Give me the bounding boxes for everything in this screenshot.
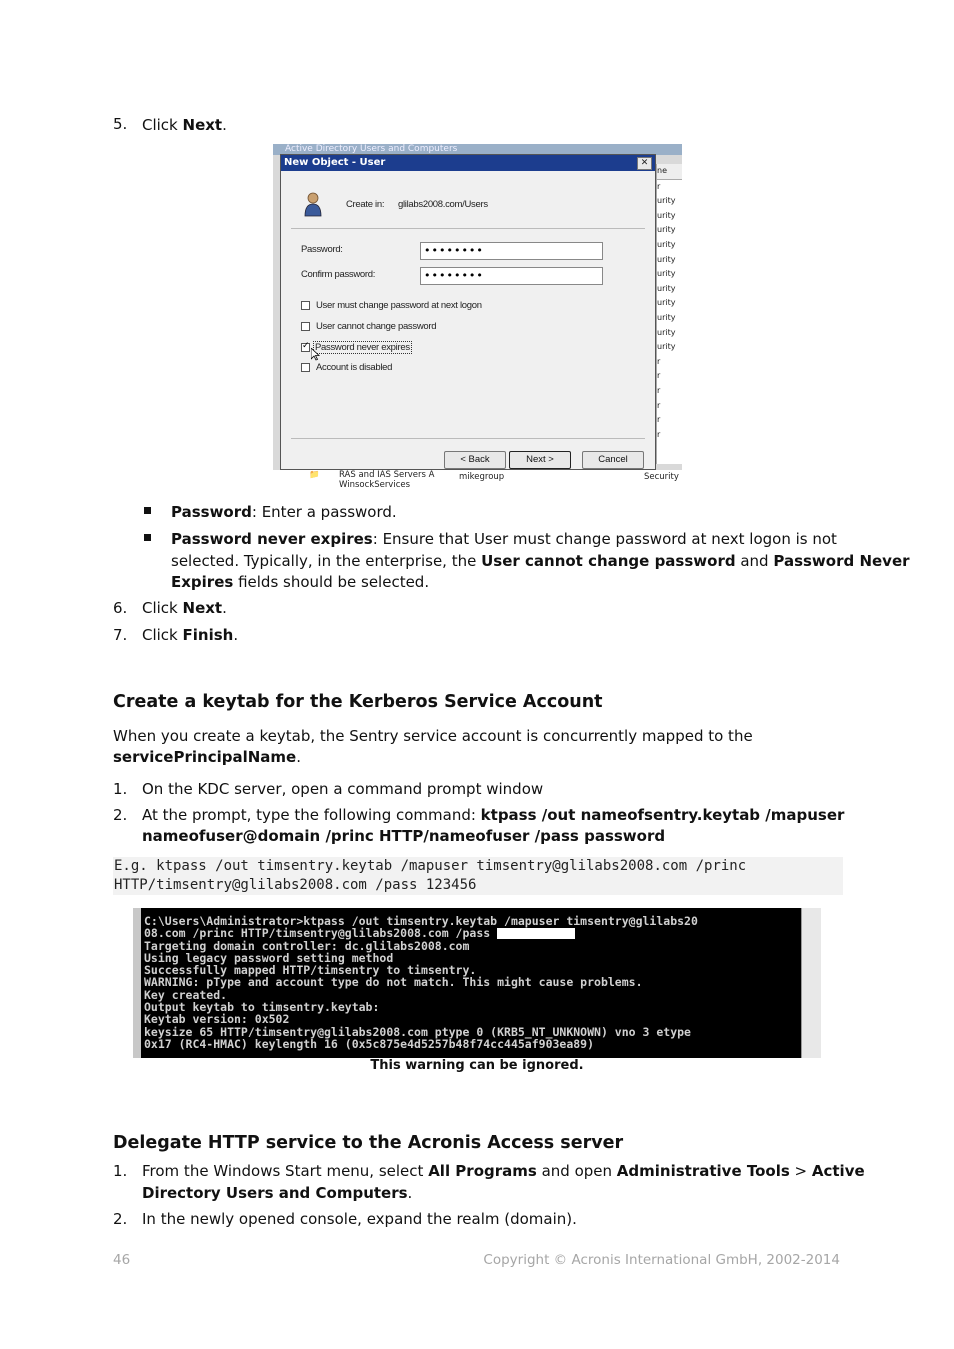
step-text: On the KDC server, open a command prompt window [142,780,544,798]
must-change-password-checkbox[interactable] [301,301,310,310]
step-6-text: Click Next. [142,599,227,617]
figure-caption: This warning can be ignored. [370,1058,584,1073]
step-number: 2. [113,1210,128,1228]
account-disabled-checkbox[interactable] [301,363,310,372]
bullet-password-never-expires: Password never expires: Ensure that User must change password at next logon is not [171,530,837,548]
new-object-user-dialog [280,154,656,470]
step-text: In the newly opened console, expand the realm (domain). [142,1210,577,1228]
section-heading: Create a keytab for the Kerberos Service Account [113,692,603,712]
step-text: At the prompt, type the following command: ktpass /out nameofsentry.keytab /mapuser [142,806,845,824]
command-prompt-screenshot [133,908,821,1058]
dialog-title-bar [281,155,655,171]
account-disabled-label: Account is disabled [316,362,393,373]
page-number: 46 [113,1252,131,1268]
paragraph: servicePrincipalName. [113,748,301,766]
step-number: 7. [113,626,128,644]
create-in-value: glilabs2008.com/Users [398,199,488,210]
redacted-password [497,928,575,939]
separator [291,228,645,229]
step-number: 2. [113,806,128,824]
mouse-cursor-icon [311,348,320,361]
step-number: 1. [113,780,128,798]
section-heading: Delegate HTTP service to the Acronis Access server [113,1133,624,1153]
back-button[interactable]: < Back [444,451,506,469]
confirm-password-field[interactable]: •••••••• [420,267,603,285]
copyright: Copyright © Acronis International GmbH, 2002-2014 [483,1252,840,1268]
create-in-label: Create in: [346,199,385,210]
bullet-line: selected. Typically, in the enterprise, the User cannot change password and Password Never [171,552,910,570]
folder-icon: 📁 [309,470,320,480]
bullet-marker [144,534,151,541]
step-text: Directory Users and Computers. [142,1184,413,1202]
step-text: nameofuser@domain /princ HTTP/nameofuser /pass password [142,827,666,845]
code-example: E.g. ktpass /out timsentry.keytab /mapuser timsentry@glilabs2008.com /princ HTTP/timsentry@glilabs2008.com /pass 123456 [113,857,843,895]
step-5-text: Click Next. [142,116,227,134]
step-number: 6. [113,599,128,617]
background-tree-strip: 📁 RAS and IAS Servers A WinsockServices mikegroup Security [273,470,682,488]
bullet-password: Password: Enter a password. [171,503,397,521]
scrollbar [801,908,821,1058]
step-number: 5. [113,115,128,133]
user-icon [303,191,323,217]
password-never-expires-checkbox[interactable] [301,343,310,352]
separator [291,438,645,439]
close-icon[interactable]: ✕ [637,157,652,170]
cannot-change-password-label: User cannot change password [316,321,437,332]
password-never-expires-label: Password never expires [315,342,410,353]
must-change-password-label: User must change password at next logon [316,300,482,311]
cannot-change-password-checkbox[interactable] [301,322,310,331]
step-text: From the Windows Start menu, select All Programs and open Administrative Tools > Active [142,1162,865,1180]
step-7-text: Click Finish. [142,626,239,644]
scrollbar [133,908,141,1058]
cancel-button[interactable]: Cancel [582,451,644,469]
next-button[interactable]: Next > [509,451,571,469]
bullet-marker [144,507,151,514]
background-list-column: ne r urity urity urity urity urity urity urity urity urity urity urity r r r r r r [656,164,682,464]
new-object-user-screenshot [273,144,682,488]
step-number: 1. [113,1162,128,1180]
paragraph: When you create a keytab, the Sentry service account is concurrently mapped to the [113,727,753,745]
confirm-password-label: Confirm password: [301,269,376,280]
background-window-title: Active Directory Users and Computers [273,144,682,155]
console-output: C:\Users\Administrator>ktpass /out timsentry.keytab /mapuser timsentry@glilabs20 08.com /princ HTTP/timsentry@glilabs2008.com /pass Targeting domain controller: dc.glilabs2008.com Using legacy password setting method Successfully mapped HTTP/timsentry to timsentry. WARNING: pType and account type do not match. This might cause problems. Key created. Output keytab to timsentry.keytab: Keytab version: 0x502 keysize 65 HTTP/timsentry@glilabs2008.com ptype 0 (KRB5_NT_UNKNOWN) vno 3 etype 0x17 (RC4-HMAC) keylength 16 (0x5c875e4d5257b48f74cc445af903ea89) [144,914,698,1051]
password-field[interactable]: •••••••• [420,242,603,260]
dialog-title: New Object - User [284,157,386,168]
bullet-line: Expires fields should be selected. [171,573,430,591]
password-label: Password: [301,244,343,255]
